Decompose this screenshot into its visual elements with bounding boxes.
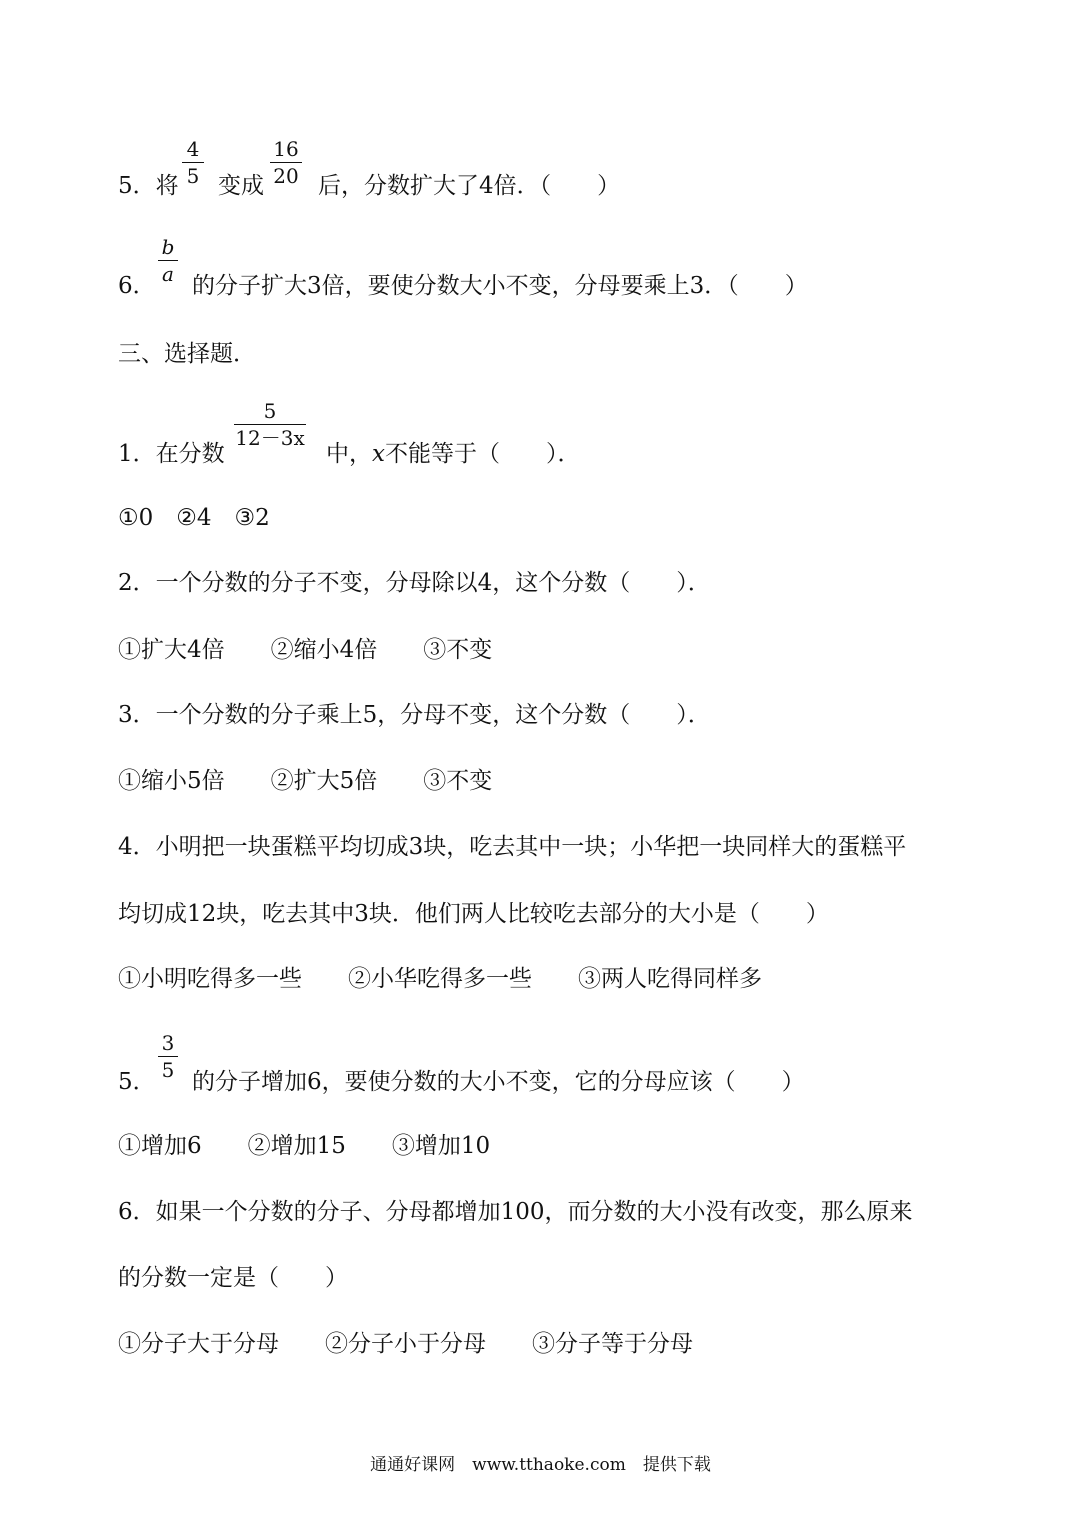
q3-options <box>118 767 492 795</box>
fraction-b-a <box>158 236 178 285</box>
fraction-numerator: 4 <box>186 137 200 161</box>
choice-q6-line2 <box>118 1264 348 1292</box>
q5-prefix: 5．将 <box>118 173 179 199</box>
q6c-line1: 6．如果一个分数的分子、分母都增加100，而分数的大小没有改变，那么原来 <box>118 1199 913 1225</box>
fraction-denominator: 12－3x <box>235 426 305 450</box>
page-footer <box>0 1450 1081 1475</box>
variable-x: x <box>372 441 385 467</box>
q5-post <box>318 172 620 200</box>
choice-q6-line1 <box>118 1198 913 1226</box>
q4-options-text: ①小明吃得多一些 ②小华吃得多一些 ③两人吃得同样多 <box>118 966 762 992</box>
fraction-3-5 <box>158 1032 178 1081</box>
fraction-numerator: 3 <box>161 1031 175 1055</box>
section-title <box>118 340 256 368</box>
section-title-text: 三、选择题． <box>118 341 256 367</box>
fraction-5-12-3x <box>234 400 306 449</box>
choice-q4-line1 <box>118 833 906 861</box>
q6-options-text: ①分子大于分母 ②分子小于分母 ③分子等于分母 <box>118 1331 693 1357</box>
q5-options <box>118 1132 490 1160</box>
q5-mid-text: 变成 <box>218 173 264 199</box>
q5-options-text: ①增加6 ②增加15 ③增加10 <box>118 1133 491 1159</box>
q4-options <box>118 965 762 993</box>
q1-prefix: 1．在分数 <box>118 441 225 467</box>
choice-q4-line2 <box>118 900 829 928</box>
q2-options <box>118 636 492 664</box>
q6-post-text: 的分子扩大3倍，要使分数大小不变，分母要乘上3．（ ） <box>192 273 808 299</box>
fraction-4-5 <box>182 138 204 187</box>
q5-mid <box>218 172 264 200</box>
q1-options <box>118 504 270 532</box>
fraction-16-20 <box>270 138 302 187</box>
choice-q1 <box>118 440 225 468</box>
q1-options-text: ①0 ②4 ③2 <box>118 505 270 531</box>
q1-post <box>326 440 580 468</box>
fraction-numerator: 5 <box>263 399 277 423</box>
judgement-q6 <box>118 272 156 300</box>
q3-options-text: ①缩小5倍 ②扩大5倍 ③不变 <box>118 768 493 794</box>
fraction-numerator: 16 <box>273 137 299 161</box>
footer-text: 通通好课网 www.tthaoke.com 提供下载 <box>370 1455 711 1475</box>
q6-options <box>118 1330 693 1358</box>
choice-q2 <box>118 569 711 597</box>
fraction-numerator: b <box>161 235 175 259</box>
choice-q3 <box>118 701 711 729</box>
q6c-line2: 的分数一定是（ ） <box>118 1265 348 1291</box>
q4-line1: 4．小明把一块蛋糕平均切成3块，吃去其中一块；小华把一块同样大的蛋糕平 <box>118 834 907 860</box>
q2-options-text: ①扩大4倍 ②缩小4倍 ③不变 <box>118 637 493 663</box>
q5-post-text: 后，分数扩大了4倍．（ ） <box>318 173 621 199</box>
judgement-q5 <box>118 172 179 200</box>
fraction-denominator: 5 <box>161 1058 175 1082</box>
q5c-post <box>192 1068 805 1096</box>
q6-prefix: 6． <box>118 273 156 299</box>
q3-text: 3．一个分数的分子乘上5，分母不变，这个分数（ ）． <box>118 702 711 728</box>
q5c-post-text: 的分子增加6，要使分数的大小不变，它的分母应该（ ） <box>192 1069 805 1095</box>
fraction-denominator: 20 <box>273 164 299 188</box>
q4-line2: 均切成12块，吃去其中3块．他们两人比较吃去部分的大小是（ ） <box>118 901 829 927</box>
q2-text: 2．一个分数的分子不变，分母除以4，这个分数（ ）． <box>118 570 711 596</box>
fraction-denominator: a <box>162 262 174 286</box>
q1-post-text: 不能等于（ ）． <box>384 441 581 467</box>
choice-q5 <box>118 1068 156 1096</box>
fraction-denominator: 5 <box>186 164 200 188</box>
q1-mid-text: 中， <box>326 441 372 467</box>
q6-post <box>192 272 808 300</box>
q5c-prefix: 5． <box>118 1069 156 1095</box>
